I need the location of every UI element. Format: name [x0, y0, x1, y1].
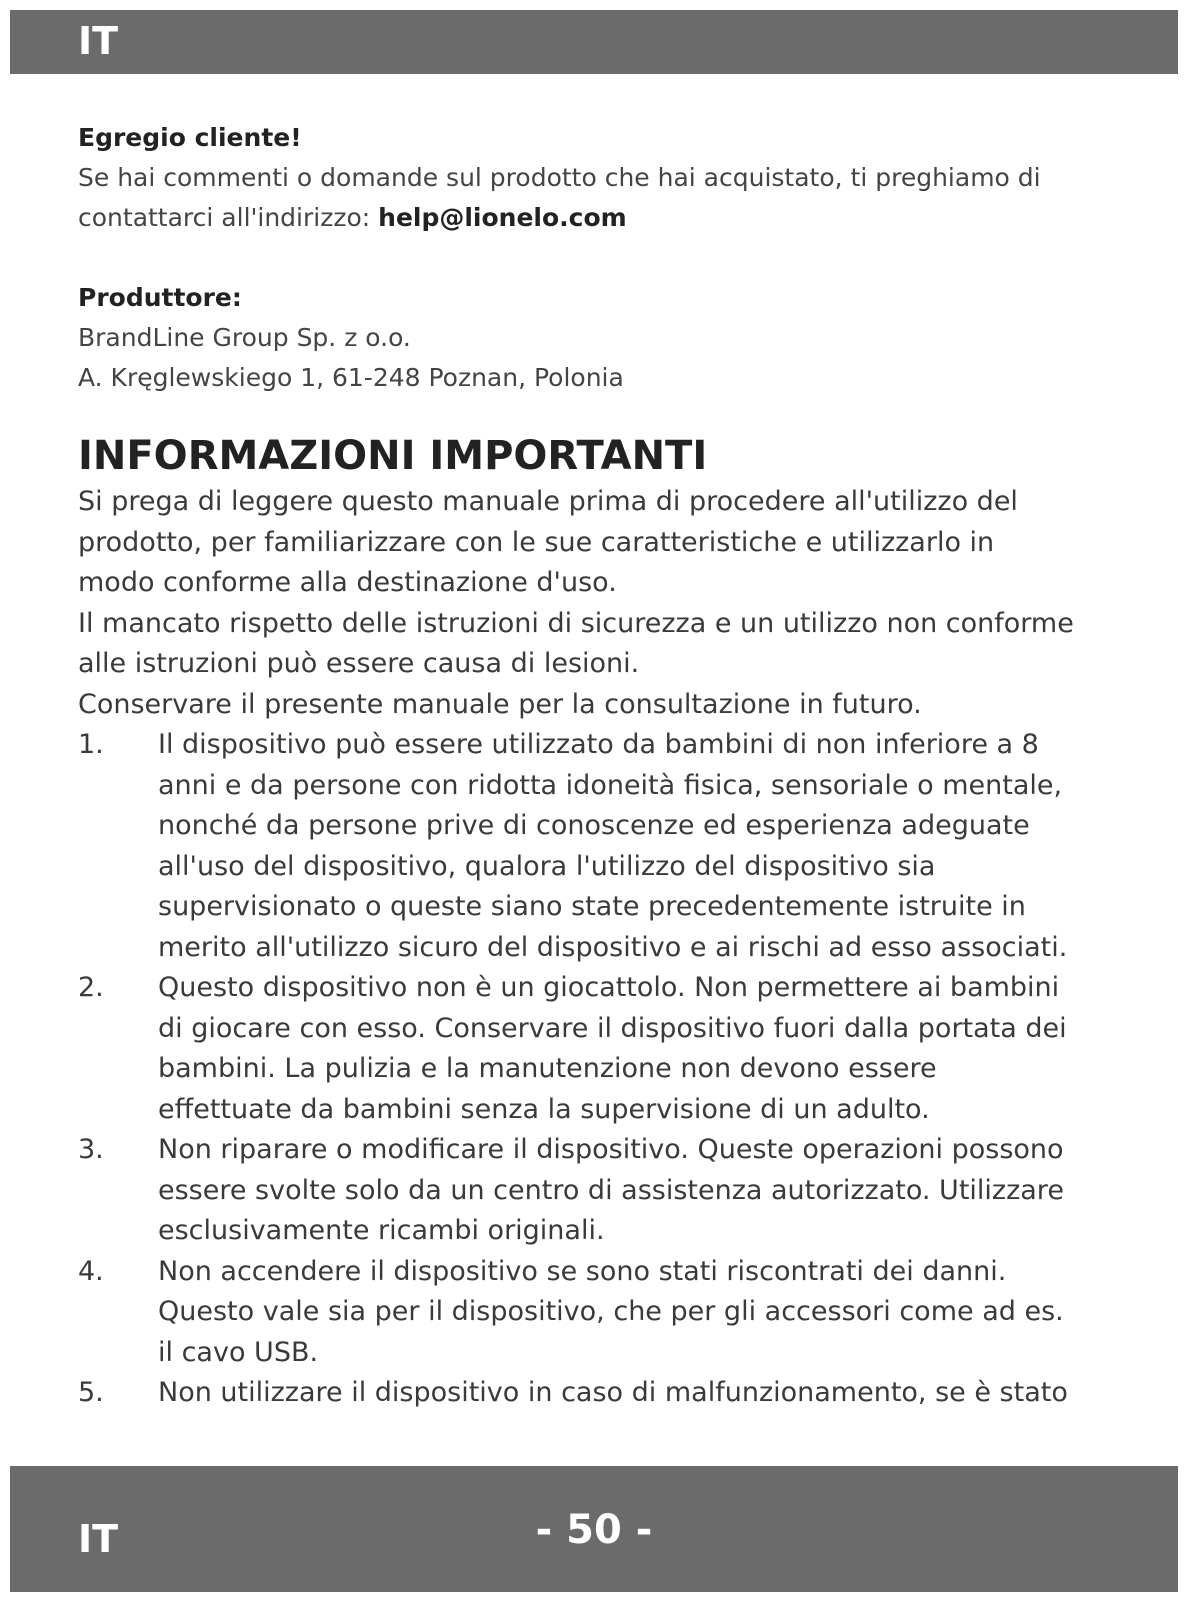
- list-item: [78, 1373, 1078, 1414]
- list-item-number: 2.: [78, 972, 104, 1003]
- manufacturer-name: BrandLine Group Sp. z o.o.: [78, 323, 411, 352]
- list-item-number: 4.: [78, 1255, 104, 1287]
- list-item: [78, 1252, 1078, 1374]
- keep-manual-paragraph: Conservare il presente manuale per la consultazione in futuro.: [78, 688, 922, 720]
- list-item-text: Non utilizzare il dispositivo in caso di malfunzionamento, se è stato: [158, 1377, 1068, 1408]
- contact-paragraph: [78, 158, 1078, 238]
- page-content: [78, 118, 1078, 1414]
- manufacturer-section: [78, 278, 1078, 398]
- manufacturer-heading: Produttore:: [78, 283, 242, 312]
- greeting-heading: Egregio cliente!: [78, 123, 302, 152]
- list-item-text: Il dispositivo può essere utilizzato da bambini di non inferiore a 8 anni e da persone con ridotta idoneità fisica, sensoriale o mentale, nonché da persone prive di conoscenze ed esperienza adeguate all'uso del dispositivo, qualora l'utilizzo del dispositivo sia supervisionato o queste siano state precedentemente istruite in merito all'utilizzo sicuro del dispositivo e ai rischi ad esso associati.: [158, 729, 1068, 963]
- footer-language-code: IT: [78, 1517, 119, 1561]
- warning-paragraph: Il mancato rispetto delle istruzioni di sicurezza e un utilizzo non conforme alle istruzioni può essere causa di lesioni.: [78, 607, 1074, 679]
- list-item-number: 3.: [78, 1134, 104, 1165]
- list-item-text: Non riparare o modificare il dispositivo. Queste operazioni possono essere svolte solo da un centro di assistenza autorizzato. Utilizzare esclusivamente ricambi originali.: [158, 1134, 1064, 1246]
- list-item-number: 5.: [78, 1377, 104, 1408]
- header-bar: [10, 10, 1178, 74]
- contact-section: [78, 118, 1078, 238]
- list-item-number: 1.: [78, 729, 104, 760]
- contact-text: Se hai commenti o domande sul prodotto che hai acquistato, ti preghiamo di contattarci all'indirizzo:: [78, 163, 1041, 232]
- manufacturer-address: A. Kręglewskiego 1, 61-248 Poznan, Polonia: [78, 363, 624, 392]
- safety-list: [78, 725, 1078, 1414]
- intro-paragraph: Si prega di leggere questo manuale prima di procedere all'utilizzo del prodotto, per familiarizzare con le sue caratteristiche e utilizzarlo in modo conforme alla destinazione d'uso.: [78, 486, 1018, 598]
- language-code: IT: [78, 19, 119, 63]
- contact-email: help@lionelo.com: [378, 203, 627, 232]
- page-number: - 50 -: [535, 1507, 653, 1553]
- list-item-text: Non accendere il dispositivo se sono stati riscontrati dei danni. Questo vale sia per il dispositivo, che per gli accessori come ad es. il cavo USB.: [158, 1255, 1064, 1368]
- list-item: [78, 1130, 1078, 1252]
- footer-bar: [10, 1466, 1178, 1592]
- list-item: [78, 725, 1078, 968]
- list-item-text: Questo dispositivo non è un giocattolo. Non permettere ai bambini di giocare con esso. Conservare il dispositivo fuori dalla portata dei bambini. La pulizia e la manutenzione non devono essere effettuate da bambini senza la supervisione di un adulto.: [158, 972, 1067, 1125]
- list-item: [78, 968, 1078, 1130]
- spacer: [78, 238, 1078, 278]
- important-section: [78, 482, 1078, 1414]
- section-title: INFORMAZIONI IMPORTANTI: [78, 433, 708, 479]
